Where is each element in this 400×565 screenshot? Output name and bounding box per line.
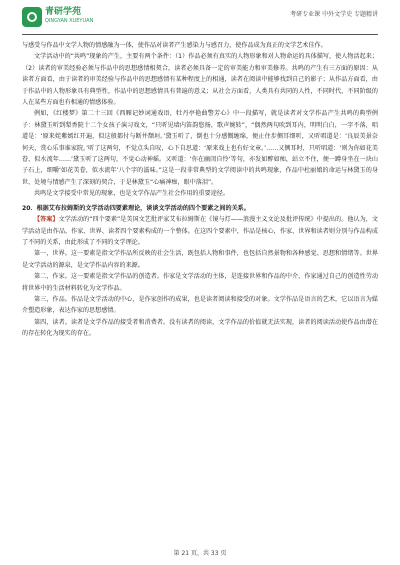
paragraph: 例如，《红楼梦》第二十三回《西厢记妙词通戏语，牡丹亭艳曲警芳心》中一段描写，就是读者对文学作品产生共鸣的典型例子：林黛玉听到梨香院十二个女孩子演习戏文，“只听见墙内笛韵悠扬，歌声婉转”，“偶然两句吹到耳内，明明白白，一字不落，唱道是：‘原来姹紫嫣红开遍，似这般都付与断井颓垣。’黛玉听了，倒也十分感慨缠绵，便止住步侧耳细听，又听唱道是：‘良辰美景奈何天，赏心乐事谁家院。’听了这两句，不觉点头自叹，心下自思道：‘原来戏上也有好文章。’……又侧耳时，只听唱道：‘则为你如花美眷，似水流年……’黛玉听了这两句，不觉心动神摇。又听道：‘你在幽闺自怜’等句，亦发如醉如痴，站立不住，便一蹲身坐在一块山子石上，细嚼‘如花美眷，似水流年’八个字的滋味。”这是一段非常典型的文学阅读中的共鸣现象，作品中杜丽娘的命运与林黛玉的身世、处境与情感产生了深刻的契合，于是林黛玉“心痛神痴，眼中落泪”。 bbox=[22, 110, 378, 186]
logo-subtitle: QINGYAN XUEYUAN bbox=[45, 18, 94, 24]
answer-text: 文学活动的“四个要素”是美国文艺批评家艾布拉姆斯在《镜与灯——浪漫主义文论及批评传统》中提出的。他认为，文学活动是由作品、作家、世界、读者四个要素构成的一个整体。在这四个要素中，作品是核心，作家、世界和读者则分别与作品构成了不同的关系，由此形成了不同的文学理论。 bbox=[22, 216, 378, 246]
logo-mark-icon bbox=[22, 7, 42, 27]
paragraph: 文学活动中的“共鸣”现象的产生，主要有两个条件：（1）作品必须有真实的人物形象和对人物命运的具体描写，使人物活起来；（2）读者的审美经验必须与作品中的思想感情相契合，读者必须具备一定的审美能力和审美修养。共鸣的产生有三方面的原因：从读者方面看，由于读者的审美经验与作品中的思想感情有某种程度上的相通，读者在阅读中能够找到自己的影子；从作品方面看，由于作品中的人物形象具有典型性，作品中的思想感情具有普遍的意义；从社会方面看，人类具有共同的人性，不同时代、不同阶级的人在某些方面也有相通的情感体验。 bbox=[22, 53, 378, 107]
paragraph: 共鸣是文学接受中常见的现象，也是文学作品产生社会作用的重要途径。 bbox=[34, 190, 229, 198]
logo-name: 青研学苑 bbox=[45, 7, 82, 17]
answer-paragraph: 第四，读者。读者是文学作品的接受者和消费者。没有读者的阅读，文学作品的价值就无法实现，读者的阅读活动使作品由潜在的存在转化为现实的存在。 bbox=[22, 318, 378, 338]
paragraph: 与感受与作品中文学人物的情感融为一体，使作品对读者产生感染力与感召力，使作品成为真正的文学艺术佳作。 bbox=[22, 42, 327, 49]
page-content bbox=[22, 40, 378, 541]
answer-tag: 【答案】 bbox=[34, 216, 59, 224]
answer-paragraph bbox=[22, 214, 378, 248]
question-heading: 20．根据艾布拉姆斯的文学活动四要素理论，谈谈文学活动的四个要素之间的关系。 bbox=[22, 204, 250, 212]
running-header: 考研专业课 中外文学史 专题精讲 bbox=[290, 11, 378, 18]
answer-paragraph: 第二，作家。这一要素是指文学作品的创造者。作家是文学活动的主体，是连接世界和作品的中介，作家通过自己的创造性劳动将世界中的生活材料转化为文学作品。 bbox=[22, 273, 378, 292]
answer-paragraph: 第一，世界。这一要素是指文学作品所反映的社会生活，既包括人物和事件，也包括自然景物和各种感觉、思想和情绪等。世界是文学活动的源泉，是文学作品内容的来源。 bbox=[22, 250, 378, 269]
page-footer: 第 21 页，共 33 页 bbox=[173, 550, 227, 557]
publisher-logo bbox=[22, 6, 92, 34]
header-rule bbox=[22, 34, 378, 35]
answer-paragraph: 第三，作品。作品是文学活动的中心，是作家创作的成果，也是读者阅读和接受的对象。文学作品是语言的艺术，它以语言为媒介塑造形象，表达作家的思想感情。 bbox=[22, 295, 378, 315]
